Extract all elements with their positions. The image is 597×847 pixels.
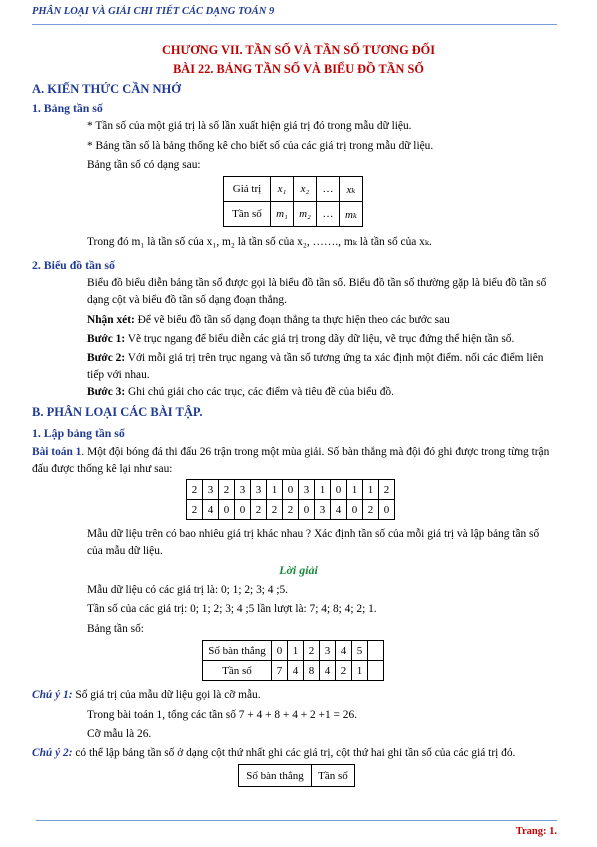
table-cell: 0: [331, 480, 347, 500]
table-cell: 2: [251, 500, 267, 520]
remark-text: Để vẽ biểu đồ tần số dạng đoạn thẳng ta thực hiện theo các bước sau: [134, 314, 450, 326]
solution-title: Lời giải: [279, 563, 318, 577]
table-cell: xₖ: [340, 177, 363, 202]
page-number: Trang: 1.: [515, 826, 557, 837]
table-cell: 3: [203, 480, 219, 500]
form-intro: Bảng tần số có dạng sau:: [87, 159, 201, 171]
chart-paragraph: Biểu đồ biểu diễn bảng tần số được gọi là biểu đồ tần số. Biểu đồ tần số thường gặp là biểu đồ tần số dạng cột và biểu đồ tần số dạng đoạn thẳng.: [87, 277, 547, 306]
table-cell: 3: [320, 641, 336, 661]
table-cell: 3: [235, 480, 251, 500]
table-cell: 8: [304, 661, 320, 681]
problem-label: Bài toán 1: [32, 446, 82, 458]
table-cell: x₁: [271, 177, 294, 202]
solution-line-3: Bảng tần số:: [87, 623, 144, 635]
table-cell: [368, 661, 384, 681]
table-cell: 4: [288, 661, 304, 681]
note-1-line-2: Trong bài toán 1, tổng các tần số 7 + 4 + 8 + 4 + 2 +1 = 26.: [87, 709, 358, 721]
note-1-text: Số giá trị của mẫu dữ liệu gọi là cỡ mẫu.: [72, 689, 261, 701]
table-cell: Tần số: [224, 202, 271, 227]
table-cell: 2: [304, 641, 320, 661]
generic-frequency-table: [223, 176, 363, 227]
table-cell: 1: [315, 480, 331, 500]
table-cell: Tần số: [312, 765, 355, 787]
table-cell: 2: [219, 480, 235, 500]
table-cell: 0: [347, 500, 363, 520]
note-2-text: có thể lập bảng tần số ở dạng cột thứ nhất ghi các giá trị, cột thứ hai ghi tần số của các giá trị đó.: [72, 747, 516, 759]
step-3-label: Bước 3:: [87, 386, 126, 398]
table-cell: 3: [315, 500, 331, 520]
table-cell: 3: [299, 480, 315, 500]
note-1: [32, 687, 552, 704]
table-cell: 4: [203, 500, 219, 520]
table-cell: 1: [352, 661, 368, 681]
data-table: [186, 479, 395, 520]
table-cell: 4: [320, 661, 336, 681]
question-text: Mẫu dữ liệu trên có bao nhiêu giá trị khác nhau ? Xác định tần số của mỗi giá trị và lập bảng tần số của mẫu dữ liệu.: [87, 528, 540, 557]
table-cell: Giá trị: [224, 177, 271, 202]
table-cell: mₖ: [340, 202, 363, 227]
table-cell: 5: [352, 641, 368, 661]
table-cell: …: [317, 177, 340, 202]
table-cell: 0: [379, 500, 395, 520]
subsection-build-table: 1. Lập bảng tần số: [32, 426, 125, 440]
table-cell: 1: [363, 480, 379, 500]
table-cell: 0: [235, 500, 251, 520]
table-cell: 2: [379, 480, 395, 500]
note-1-line-3: Cỡ mẫu là 26.: [87, 728, 152, 740]
header-divider: [32, 24, 557, 25]
column-table: [238, 764, 355, 787]
table-cell: 7: [272, 661, 288, 681]
table-cell: Số bàn thắng: [239, 765, 312, 787]
chapter-title: CHƯƠNG VII. TẦN SỐ VÀ TẦN SỐ TƯƠNG ĐỐI: [162, 43, 435, 57]
subsection-frequency-table: 1. Bảng tần số: [32, 101, 103, 115]
solution-line-1: Mẫu dữ liệu có các giá trị là: 0; 1; 2; 3; 4 ;5.: [87, 584, 289, 596]
table-cell: m₂: [294, 202, 317, 227]
table-cell: 2: [336, 661, 352, 681]
step-2-text: Với mỗi giá trị trên trục ngang và tần số tương ứng ta xác định một điểm. nối các điểm liên tiếp với nhau.: [87, 352, 544, 381]
table-cell: 0: [299, 500, 315, 520]
note-2: [32, 745, 572, 762]
solution-line-2: Tần số của các giá trị: 0; 1; 2; 3; 4 ;5 lần lượt là: 7; 4; 8; 4; 2; 1.: [87, 603, 377, 615]
table-cell: 0: [272, 641, 288, 661]
table-cell: …: [317, 202, 340, 227]
table-cell: 4: [336, 641, 352, 661]
table-cell: [368, 641, 384, 661]
table-cell: 2: [187, 480, 203, 500]
problem-1: [32, 444, 552, 478]
where-text: Trong đó m₁ là tần số của x₁, m₂ là tần số của x₂, ……., mₖ là tần số của xₖ.: [87, 236, 432, 248]
table-cell: 0: [219, 500, 235, 520]
table-cell: 1: [347, 480, 363, 500]
footer-divider: [36, 820, 557, 821]
table-cell: 2: [363, 500, 379, 520]
table-cell: Tần số: [203, 661, 272, 681]
step-1-text: Vẽ trục ngang để biểu diễn các giá trị trong dãy dữ liệu, vẽ trục đứng thể hiện tần số.: [125, 333, 515, 345]
problem-text: . Một đội bóng đá thi đấu 26 trận trong một mùa giải. Số bàn thắng mà đội đó ghi được trong từng trận đấu được thống kê lại như sau:: [32, 446, 550, 475]
table-cell: 2: [267, 500, 283, 520]
table-cell: 2: [283, 500, 299, 520]
lesson-title: BÀI 22. BẢNG TẦN SỐ VÀ BIỂU ĐỒ TẦN SỐ: [173, 62, 424, 76]
table-cell: 3: [251, 480, 267, 500]
table-cell: 4: [331, 500, 347, 520]
section-a-heading: A. KIẾN THỨC CẦN NHỚ: [32, 82, 181, 96]
step-1: [87, 331, 557, 348]
subsection-frequency-chart: 2. Biểu đồ tần số: [32, 258, 115, 272]
frequency-table: [202, 640, 384, 681]
table-cell: 0: [283, 480, 299, 500]
step-2-label: Bước 2:: [87, 352, 126, 364]
step-3: [87, 384, 557, 401]
step-1-label: Bước 1:: [87, 333, 126, 345]
note-2-label: Chú ý 2:: [32, 747, 73, 759]
section-b-heading: B. PHÂN LOẠI CÁC BÀI TẬP.: [32, 405, 203, 419]
remark: [87, 312, 557, 329]
bullet-frequency-table: * Bảng tần số là bảng thống kê cho biết số của các giá trị trong mẫu dữ liệu.: [87, 140, 434, 152]
table-cell: m₁: [271, 202, 294, 227]
note-1-label: Chú ý 1:: [32, 689, 73, 701]
table-cell: 1: [288, 641, 304, 661]
step-3-text: Ghi chú giải cho các trục, các điểm và tiêu đề của biểu đồ.: [125, 386, 394, 398]
table-cell: Số bàn thắng: [203, 641, 272, 661]
table-cell: 1: [267, 480, 283, 500]
step-2: [87, 350, 557, 384]
bullet-frequency: * Tần số của một giá trị là số lần xuất hiện giá trị đó trong mẫu dữ liệu.: [87, 120, 412, 132]
remark-label: Nhận xét:: [87, 314, 135, 326]
table-cell: 2: [187, 500, 203, 520]
table-cell: x₂: [294, 177, 317, 202]
page-header: PHÂN LOẠI VÀ GIẢI CHI TIẾT CÁC DẠNG TOÁN 9: [32, 6, 275, 17]
